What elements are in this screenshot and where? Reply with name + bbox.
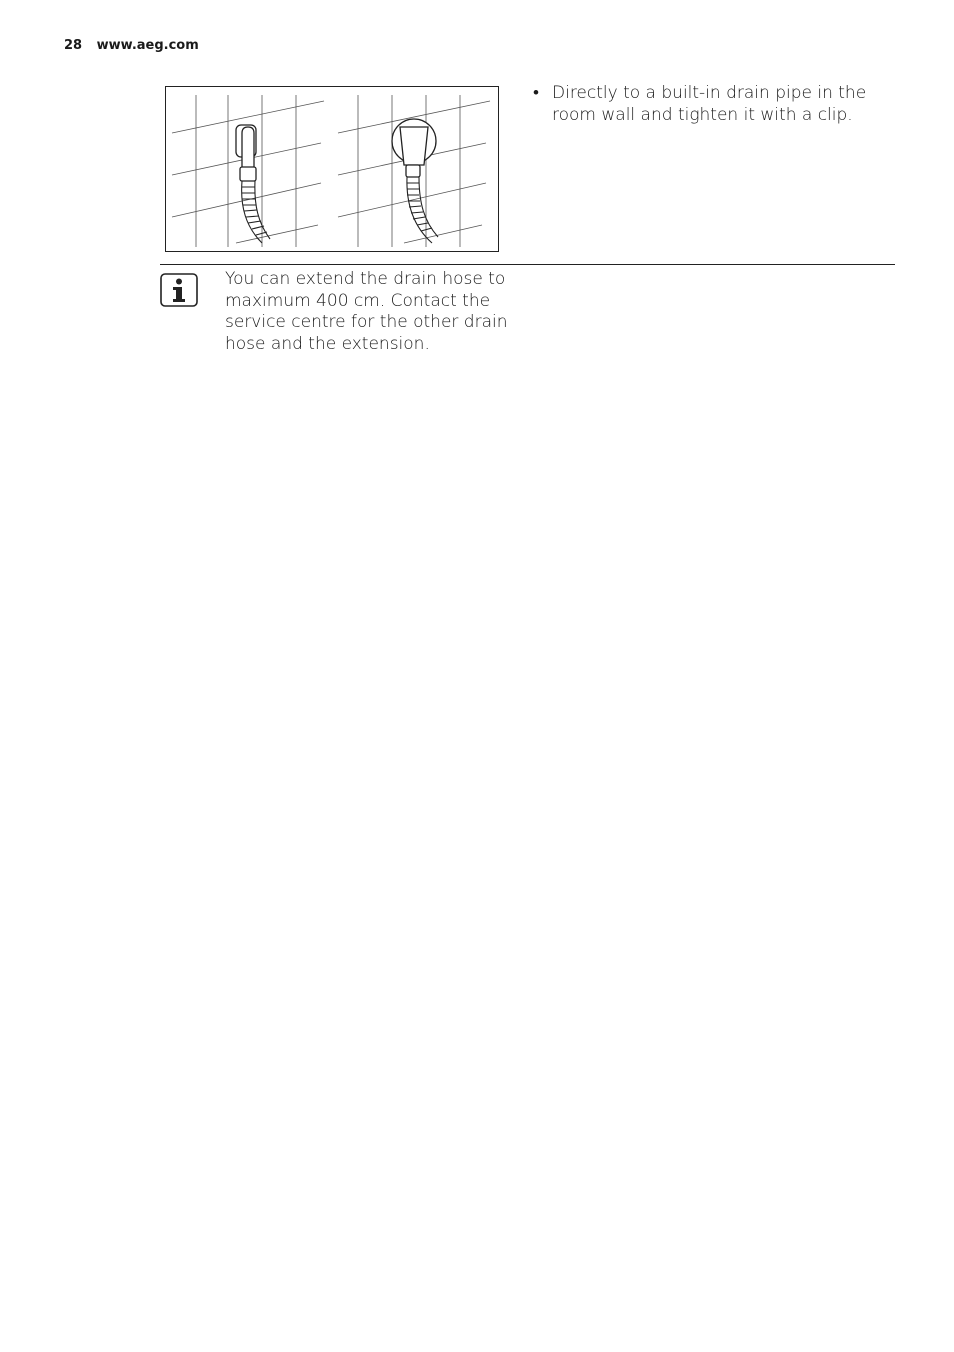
bullet-text: Directly to a built-in drain pipe in the room wall and tighten it with a clip. xyxy=(552,83,867,125)
drain-pipe-connection-drawing xyxy=(166,87,498,251)
note-text: You can extend the drain hose to maximum 400 cm. Contact the service centre for the other drain hose and the extension. xyxy=(225,269,508,354)
drain-hose-illustration xyxy=(165,86,499,252)
page-number: 28 xyxy=(64,38,83,53)
info-icon xyxy=(160,273,198,307)
section-divider xyxy=(160,264,895,265)
page-header xyxy=(64,38,199,53)
website-link[interactable]: www.aeg.com xyxy=(96,38,199,53)
bullet-item xyxy=(533,82,893,126)
bullet-marker: • xyxy=(533,83,539,103)
